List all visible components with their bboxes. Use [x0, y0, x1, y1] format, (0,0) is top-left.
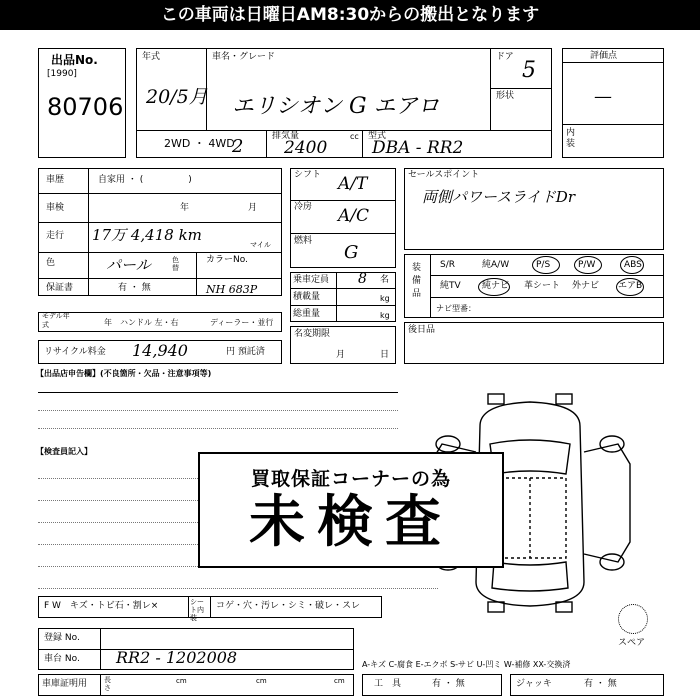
- seat-interior-damage: コゲ・穴・汚レ・シミ・破レ・スレ: [216, 601, 361, 611]
- name-change-day: 日: [380, 350, 390, 360]
- drive-mark: 2: [232, 136, 244, 157]
- name-change-label: 名変期限: [294, 329, 331, 339]
- damage-legend: A-キズ C-腐食 E-エクボ S-サビ U-凹ミ W-補修 XX-交換済: [362, 660, 571, 669]
- unchecked-stamp: [198, 452, 504, 568]
- load-label: 積載量: [293, 292, 321, 302]
- interior-score-label: 内装: [566, 128, 576, 149]
- model-year-label: モデル年式: [42, 312, 70, 329]
- fuel-label: 燃料: [294, 236, 313, 246]
- spare-tire-diagram: [618, 604, 648, 634]
- sales-point-label: セールスポイント: [408, 170, 480, 180]
- mileage-mile: マイル: [250, 241, 271, 249]
- stamp-subtitle: 買取保証コーナーの為: [250, 468, 451, 490]
- spare-label: スペア: [618, 638, 646, 648]
- model-code-label: 型式: [368, 131, 387, 141]
- gross-weight-label: 総重量: [293, 309, 321, 319]
- history-value: 自家用 ・ ( ): [98, 175, 192, 185]
- chassis-number-label: 車台 No.: [44, 654, 80, 664]
- tools-label: 工 具: [374, 679, 402, 689]
- later-items-label: 後日品: [408, 325, 436, 335]
- mileage-label: 走行: [46, 231, 65, 241]
- ac-value: A/C: [338, 206, 370, 226]
- length-unit: cm: [176, 677, 187, 685]
- score-value: —: [594, 86, 612, 107]
- length-label: 長さ: [104, 676, 111, 692]
- seating-unit: 名: [380, 275, 390, 285]
- body-shape-label: 形状: [496, 91, 515, 101]
- color-number-label: カラーNo.: [206, 255, 248, 265]
- equip-alloy-wheels: 純A/W: [482, 260, 510, 270]
- model-code-value: DBA - RR2: [372, 138, 464, 158]
- lot-number-box: [38, 48, 126, 158]
- pickup-notice-banner: この車両は日曜日AM8:30からの搬出となります: [0, 0, 700, 30]
- lot-label: 出品No.: [51, 53, 98, 67]
- inspection-month: 月: [248, 203, 258, 213]
- year-value: 20/5月: [146, 86, 208, 108]
- navi-model-label: ナビ型番：: [436, 304, 476, 313]
- equip-leather-seat: 革シート: [524, 281, 561, 291]
- load-unit: kg: [380, 294, 390, 303]
- equipment-label: 装備品: [412, 263, 422, 299]
- color-number-value: NH 683P: [206, 283, 258, 296]
- stamp-title: 未検査: [249, 490, 453, 555]
- name-change-month: 月: [336, 350, 346, 360]
- shift-label: シフト: [294, 170, 322, 180]
- warranty-label: 保証書: [46, 283, 74, 293]
- lot-number: 80706: [47, 93, 124, 121]
- color-value: パール: [106, 256, 151, 274]
- equip-genuine-navi: 純ナビ: [482, 281, 510, 291]
- windshield-damage: F W キズ・トビ石・割レ×: [44, 601, 159, 611]
- color-change-label: 色替: [172, 256, 179, 272]
- recycle-fee-value: 14,940: [132, 341, 188, 360]
- equip-airbag: エアB: [618, 281, 643, 291]
- equip-power-steering: P/S: [536, 260, 551, 270]
- equip-genuine-tv: 純TV: [440, 281, 461, 291]
- door-value: 5: [522, 58, 536, 83]
- jack-label: ジャッキ: [516, 679, 552, 689]
- door-label: ドア: [496, 52, 514, 62]
- garage-certificate-label: 車庫証明用: [42, 679, 88, 689]
- fuel-value: G: [344, 242, 359, 263]
- score-label: 評価点: [590, 51, 618, 61]
- lot-year-tag: [1990]: [47, 69, 77, 79]
- color-label: 色: [46, 258, 56, 268]
- inspector-report-heading: 【検査員記入】: [36, 447, 92, 456]
- car-name-label: 車名・グレード: [212, 52, 276, 62]
- mileage-value: 17万 4,418 km: [92, 226, 202, 244]
- registration-number-label: 登録 No.: [44, 633, 80, 643]
- warranty-value: 有 ・ 無: [118, 283, 151, 293]
- cc-unit: cc: [350, 132, 359, 141]
- drive-type: 2WD ・ 4WD: [164, 137, 235, 150]
- equip-abs: ABS: [624, 260, 642, 270]
- displacement-label: 排気量: [272, 131, 300, 141]
- recycle-fee-unit: 円 預託済: [226, 347, 265, 357]
- seat-interior-label: シート内装: [190, 598, 204, 622]
- dealer-type: ディーラー・並行: [210, 318, 274, 327]
- shift-value: A/T: [338, 174, 368, 194]
- equip-power-windows: P/W: [578, 260, 596, 270]
- equip-aftermarket-navi: 外ナビ: [572, 281, 600, 291]
- history-label: 車歴: [46, 175, 65, 185]
- steering-side: ハンドル 左・右: [120, 318, 179, 327]
- jack-value: 有 ・ 無: [584, 679, 617, 689]
- width-unit: cm: [256, 677, 267, 685]
- later-items-box: [404, 322, 664, 364]
- tools-value: 有 ・ 無: [432, 679, 465, 689]
- seating-label: 乗車定員: [293, 275, 330, 285]
- gross-weight-unit: kg: [380, 311, 390, 320]
- model-year-unit: 年: [104, 318, 112, 327]
- recycle-fee-label: リサイクル料金: [44, 347, 106, 357]
- chassis-number-value: RR2 - 1202008: [116, 648, 238, 667]
- ac-label: 冷房: [294, 202, 313, 212]
- sales-point-value: 両側パワースライドDr: [422, 188, 575, 206]
- seating-value: 8: [358, 271, 367, 287]
- car-name-value: エリシオン G エアロ: [232, 94, 440, 119]
- seller-report-heading: 【出品店申告欄】(不良箇所・欠品・注意事項等): [36, 369, 212, 378]
- equip-sunroof: S/R: [440, 260, 455, 270]
- inspection-year: 年: [180, 203, 190, 213]
- inspection-label: 車検: [46, 203, 65, 213]
- displacement-value: 2400: [284, 138, 328, 158]
- year-label: 年式: [142, 52, 161, 62]
- height-unit: cm: [334, 677, 345, 685]
